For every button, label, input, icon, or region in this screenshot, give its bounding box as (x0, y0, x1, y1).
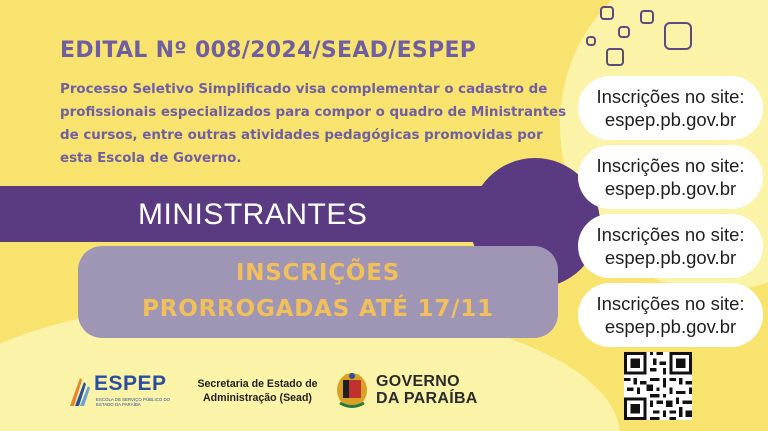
paraiba-crest-icon (334, 370, 370, 410)
qr-code-icon[interactable] (624, 352, 692, 420)
espep-subtitle: ESCOLA DE SERVIÇO PÚBLICO DO ESTADO DA PARAÍBA (96, 397, 171, 407)
registration-box-3[interactable] (578, 214, 763, 278)
decor-square-4 (618, 26, 630, 38)
registration-label: Inscrições no site: (596, 155, 745, 176)
registration-label: Inscrições no site: (596, 86, 745, 107)
registration-box-4[interactable] (578, 283, 763, 347)
decor-square-3 (664, 22, 692, 50)
decor-square-6 (606, 48, 624, 66)
registration-box-2[interactable] (578, 145, 763, 209)
espep-name: ESPEP (94, 372, 167, 395)
notice-line-2: PRORROGADAS ATÉ 17/11 (142, 296, 494, 322)
registration-label: Inscrições no site: (596, 293, 745, 314)
governo-line-1: GOVERNO (376, 373, 460, 390)
banner-label: MINISTRANTES (138, 198, 368, 231)
edital-title: EDITAL Nº 008/2024/SEAD/ESPEP (60, 38, 477, 63)
governo-paraiba-logo (376, 373, 478, 407)
registration-label: Inscrições no site: (596, 224, 745, 245)
espep-logo-icon (66, 372, 94, 410)
decor-square-5 (586, 36, 596, 46)
sead-line-1: Secretaria de Estado de (197, 378, 318, 390)
registration-url[interactable]: espep.pb.gov.br (604, 316, 737, 337)
registration-box-1[interactable] (578, 76, 763, 140)
governo-line-2: DA PARAÍBA (376, 390, 478, 407)
registration-url[interactable]: espep.pb.gov.br (604, 247, 737, 268)
notice-line-1: INSCRIÇÕES (235, 260, 401, 286)
sead-line-2: Administração (Sead) (203, 392, 312, 404)
sead-logo (190, 377, 325, 405)
registration-url[interactable]: espep.pb.gov.br (604, 109, 737, 130)
decor-square-1 (600, 6, 614, 20)
espep-logo (66, 372, 186, 414)
decor-square-2 (640, 10, 654, 24)
edital-description: Processo Seletivo Simplificado visa complementar o cadastro de profissionais especializados para compor o quadro de Ministrantes de cursos, entre outras atividades pedagógicas promovidas por esta Escola de Governo. (60, 82, 567, 166)
registration-url[interactable]: espep.pb.gov.br (604, 178, 737, 199)
